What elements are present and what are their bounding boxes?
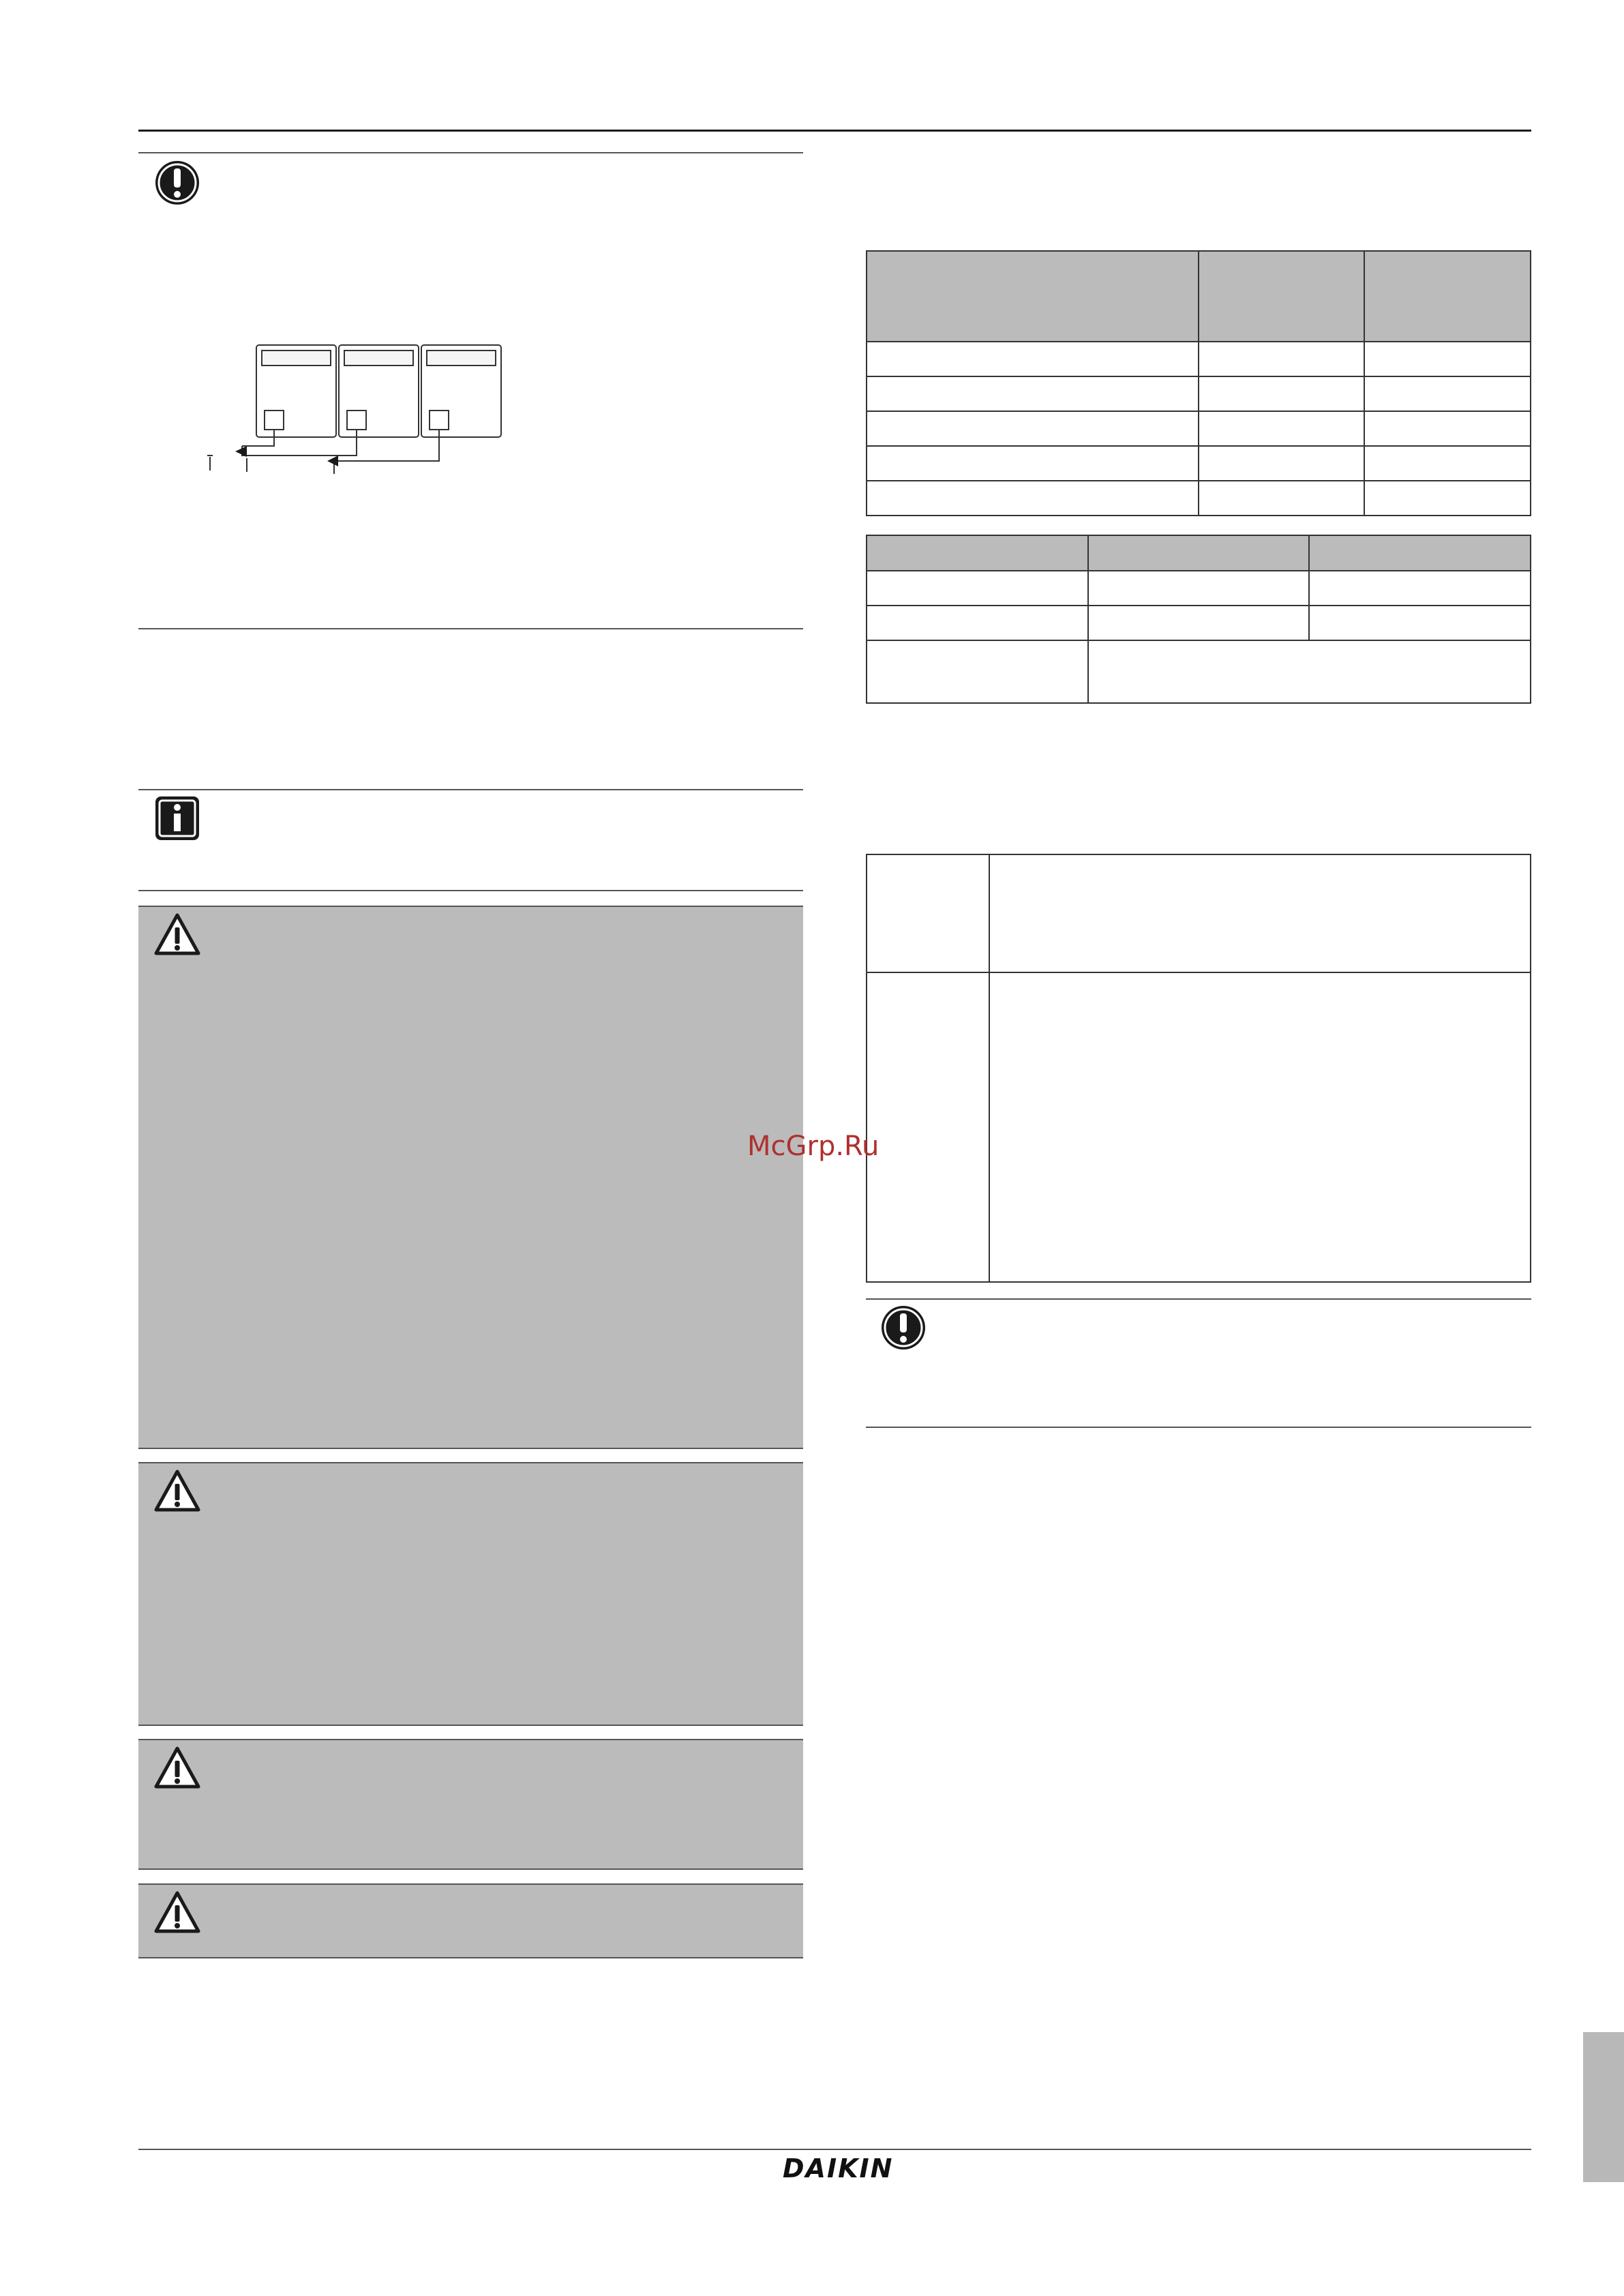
table-row [867, 854, 1531, 972]
warning-panel-2 [138, 1462, 803, 1726]
header-rule [138, 130, 1531, 132]
watermark: McGrp.Ru [747, 1131, 879, 1162]
footer-rule [138, 2149, 1531, 2150]
note-top-rule [138, 152, 803, 153]
warning-triangle-icon [153, 1889, 201, 1937]
warning-panel-4 [138, 1883, 803, 1958]
spec-table-1 [866, 250, 1531, 516]
table-row [867, 342, 1531, 376]
table-row [867, 972, 1531, 1282]
exclamation-circle-icon [153, 159, 201, 207]
table-row [867, 411, 1531, 446]
table-header-cell [1088, 535, 1310, 571]
table-row [867, 640, 1531, 703]
table-header-cell [867, 535, 1088, 571]
table-header-cell [1364, 251, 1531, 342]
info-bottom-rule [138, 890, 803, 891]
warning-panel-1 [138, 906, 803, 1449]
table-row [867, 606, 1531, 640]
table-row [867, 481, 1531, 516]
table-row [867, 376, 1531, 411]
table-header-row [867, 251, 1531, 342]
table-header-cell [867, 251, 1199, 342]
daikin-logo: DAIKIN [783, 2153, 894, 2183]
warning-triangle-icon [153, 1467, 201, 1515]
note-bottom-rule [138, 628, 803, 629]
spec-table-3 [866, 854, 1531, 1283]
table-header-cell [1199, 251, 1365, 342]
info-icon [153, 794, 201, 842]
note-right-bottom-rule [866, 1427, 1531, 1428]
exclamation-circle-icon [879, 1304, 927, 1352]
table-row [867, 571, 1531, 606]
section-tab [1583, 2032, 1624, 2182]
info-top-rule [138, 789, 803, 790]
table-header-cell [1309, 535, 1531, 571]
spec-table-2 [866, 535, 1531, 704]
units-wiring-diagram [205, 334, 525, 484]
warning-triangle-icon [153, 1744, 201, 1792]
note-right-top-rule [866, 1298, 1531, 1300]
table-header-row [867, 535, 1531, 571]
warning-triangle-icon [153, 911, 201, 959]
warning-panel-3 [138, 1739, 803, 1870]
table-row [867, 446, 1531, 481]
